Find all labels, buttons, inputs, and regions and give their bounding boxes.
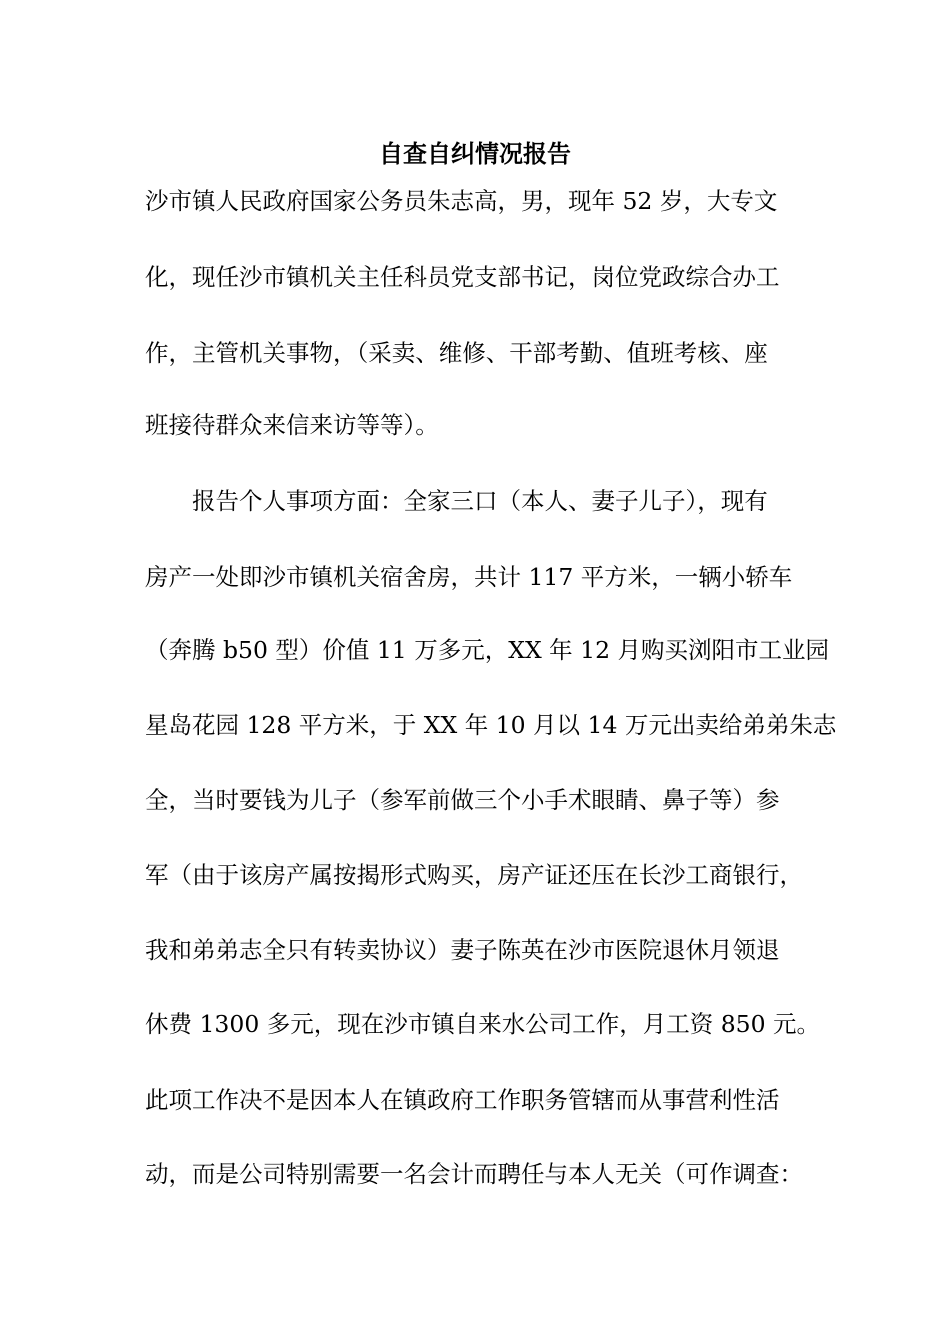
paragraph-line: 动，而是公司特别需要一名会计而聘任与本人无关（可作调查： [145,1160,803,1188]
paragraph-line: （奔腾 b50 型）价值 11 万多元，XX 年 12 月购买浏阳市工业园 [145,636,830,664]
document-title: 自查自纠情况报告 [379,140,571,168]
paragraph-line: 此项工作决不是因本人在镇政府工作职务管辖而从事营利性活 [145,1086,780,1114]
paragraph-line: 星岛花园 128 平方米，于 XX 年 10 月以 14 万元出卖给弟弟朱志 [145,711,837,739]
paragraph-line: 军（由于该房产属按揭形式购买，房产证还压在长沙工商银行， [145,861,803,889]
paragraph-line: 休费 1300 多元，现在沙市镇自来水公司工作，月工资 850 元。 [145,1010,821,1038]
paragraph-line: 房产一处即沙市镇机关宿舍房，共计 117 平方米，一辆小轿车 [145,563,793,591]
paragraph-line: 沙市镇人民政府国家公务员朱志高，男，现年 52 岁，大专文 [145,187,778,215]
paragraph-line: 化，现任沙市镇机关主任科员党支部书记，岗位党政综合办工 [145,263,780,291]
paragraph-line: 我和弟弟志全只有转卖协议）妻子陈英在沙市医院退休月领退 [145,936,780,964]
paragraph-line: 全，当时要钱为儿子（参军前做三个小手术眼睛、鼻子等）参 [145,786,780,814]
paragraph-line: 报告个人事项方面：全家三口（本人、妻子儿子），现有 [145,487,768,515]
paragraph-line: 班接待群众来信来访等等）。 [145,411,439,439]
paragraph-line: 作，主管机关事物，（采卖、维修、干部考勤、值班考核、座 [145,339,768,367]
